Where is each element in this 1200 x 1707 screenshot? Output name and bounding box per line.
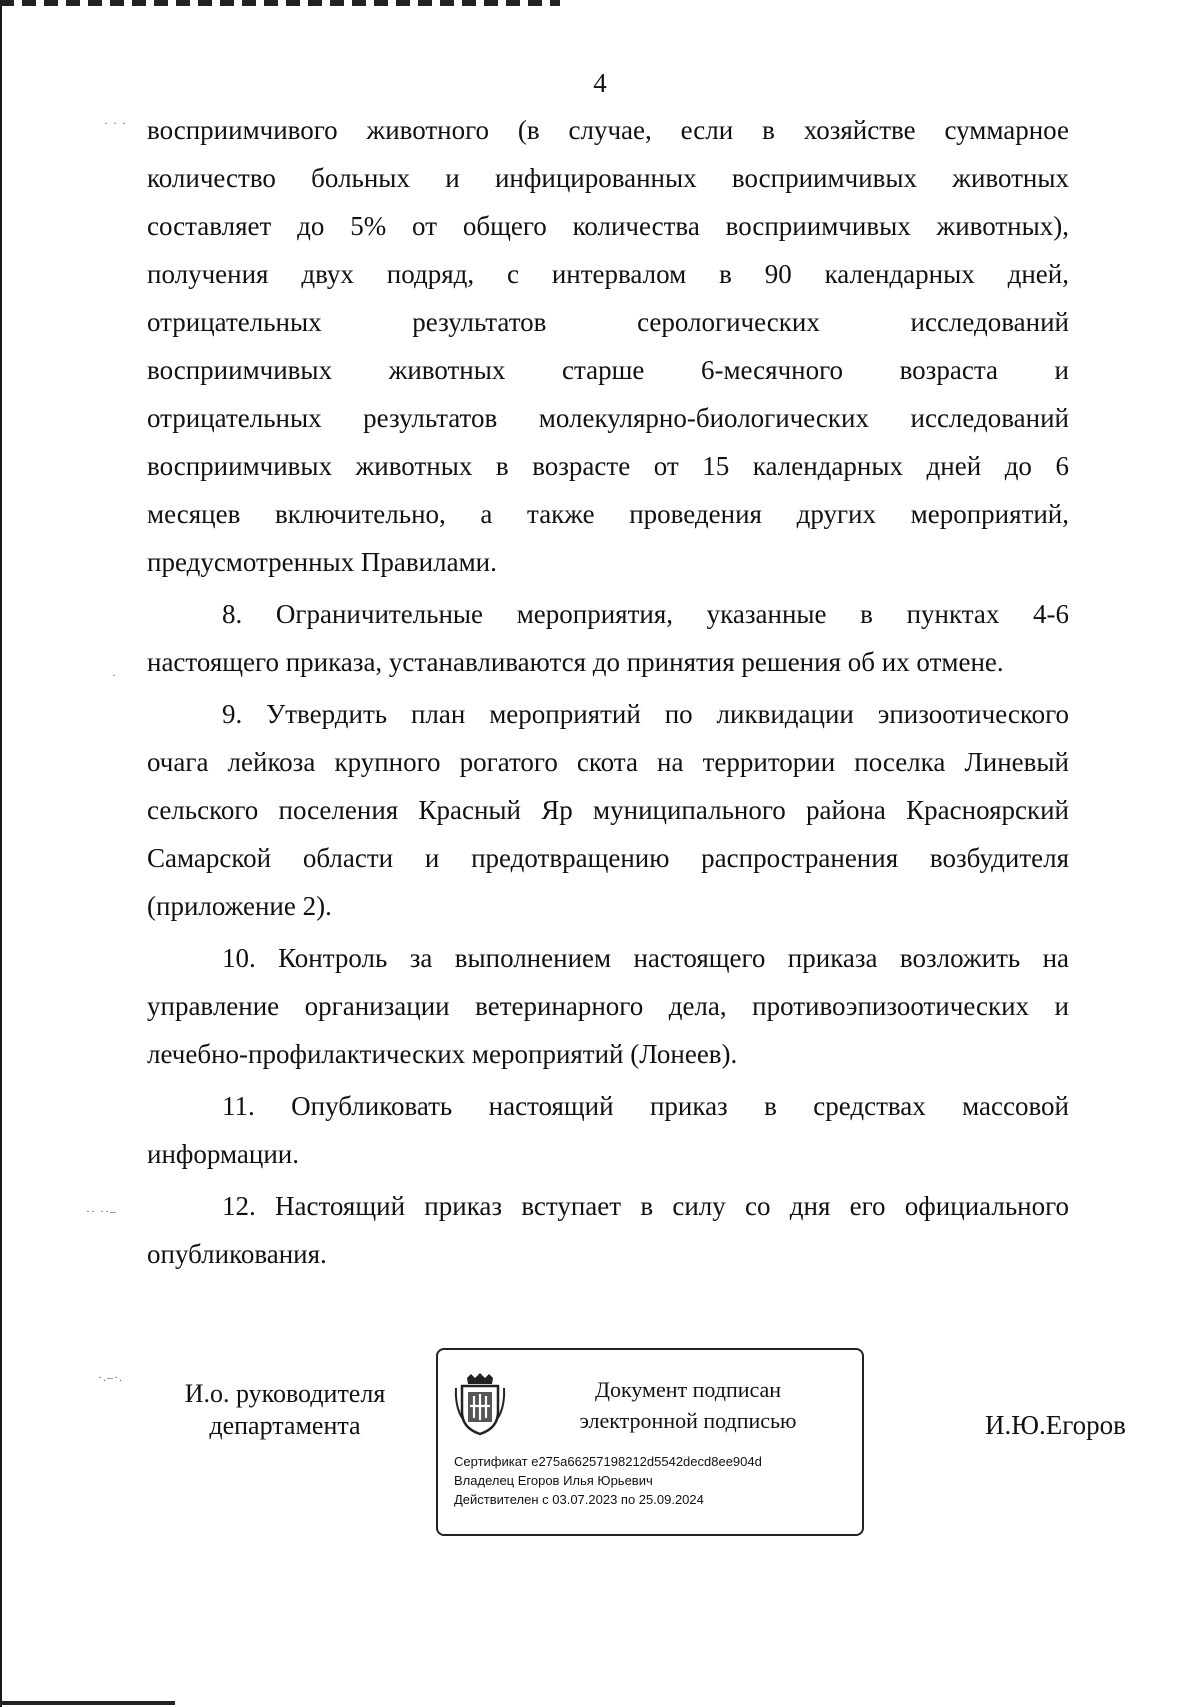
signer-position-line: департамента	[209, 1411, 361, 1440]
stamp-heading-line: Документ подписан	[594, 1377, 782, 1402]
stamp-heading-line: электронной подписью	[579, 1408, 797, 1433]
text-line: отрицательных результатов серологических исследований	[147, 307, 1069, 337]
scan-artifact: · · ·	[104, 116, 127, 130]
signer-name: И.Ю.Егоров	[985, 1410, 1126, 1440]
text-line: Самарской области и предотвращению распространения возбудителя	[147, 843, 1069, 873]
samara-region-coat-of-arms-icon	[454, 1372, 506, 1436]
certificate-validity: Действителен с 03.07.2023 по 25.09.2024	[454, 1492, 704, 1507]
document-body	[147, 106, 1069, 1278]
page-left-edge	[0, 0, 2, 1707]
scan-artifact: ·.–·.	[98, 1370, 123, 1384]
stamp-details	[454, 1452, 762, 1509]
text-line: (приложение 2).	[147, 891, 332, 921]
text-line: отрицательных результатов молекулярно-биологических исследований	[147, 403, 1069, 433]
paragraph-8-first-line: 8. Ограничительные мероприятия, указанные в пунктах 4-6	[222, 599, 1069, 629]
paragraph-10-first-line: 10. Контроль за выполнением настоящего приказа возложить на	[222, 943, 1069, 973]
text-line: сельского поселения Красный Яр муниципального района Красноярский	[147, 795, 1069, 825]
page-number: 4	[593, 68, 607, 98]
signer-position-line: И.о. руководителя	[184, 1379, 386, 1408]
text-line: информации.	[147, 1139, 299, 1169]
text-line: управление организации ветеринарного дела, противоэпизоотических и	[147, 991, 1069, 1021]
paragraph-9-first-line: 9. Утвердить план мероприятий по ликвидации эпизоотического	[222, 699, 1069, 729]
text-line: получения двух подряд, с интервалом в 90 календарных дней,	[147, 259, 1069, 289]
page-bottom-edge	[0, 1701, 175, 1705]
text-line: восприимчивых животных в возрасте от 15 календарных дней до 6	[147, 451, 1069, 481]
text-line: восприимчивых животных старше 6-месячного возраста и	[147, 355, 1069, 385]
text-line: очага лейкоза крупного рогатого скота на территории поселка Линевый	[147, 747, 1069, 777]
signer-position	[160, 1378, 410, 1442]
scan-artifact: ·· ··–	[86, 1204, 117, 1218]
text-line: количество больных и инфицированных восприимчивых животных	[147, 163, 1069, 193]
text-line: настоящего приказа, устанавливаются до принятия решения об их отмене.	[147, 647, 1004, 677]
stamp-heading	[518, 1374, 858, 1436]
scan-artifact: ·	[112, 668, 117, 682]
page-top-edge	[0, 0, 560, 6]
text-line: месяцев включительно, а также проведения других мероприятий,	[147, 499, 1069, 529]
electronic-signature-stamp	[436, 1348, 864, 1536]
text-line: составляет до 5% от общего количества восприимчивых животных),	[147, 211, 1069, 241]
paragraph-12-first-line: 12. Настоящий приказ вступает в силу со дня его официального	[222, 1191, 1069, 1221]
paragraph-11-first-line: 11. Опубликовать настоящий приказ в средствах массовой	[222, 1091, 1069, 1121]
text-line: предусмотренных Правилами.	[147, 547, 497, 577]
text-line: восприимчивого животного (в случае, если в хозяйстве суммарное	[147, 115, 1069, 145]
certificate-number: Сертификат e275a66257198212d5542decd8ee904d	[454, 1454, 762, 1469]
text-line: опубликования.	[147, 1239, 327, 1269]
text-line: лечебно-профилактических мероприятий (Лонеев).	[147, 1039, 738, 1069]
certificate-owner: Владелец Егоров Илья Юрьевич	[454, 1473, 653, 1488]
